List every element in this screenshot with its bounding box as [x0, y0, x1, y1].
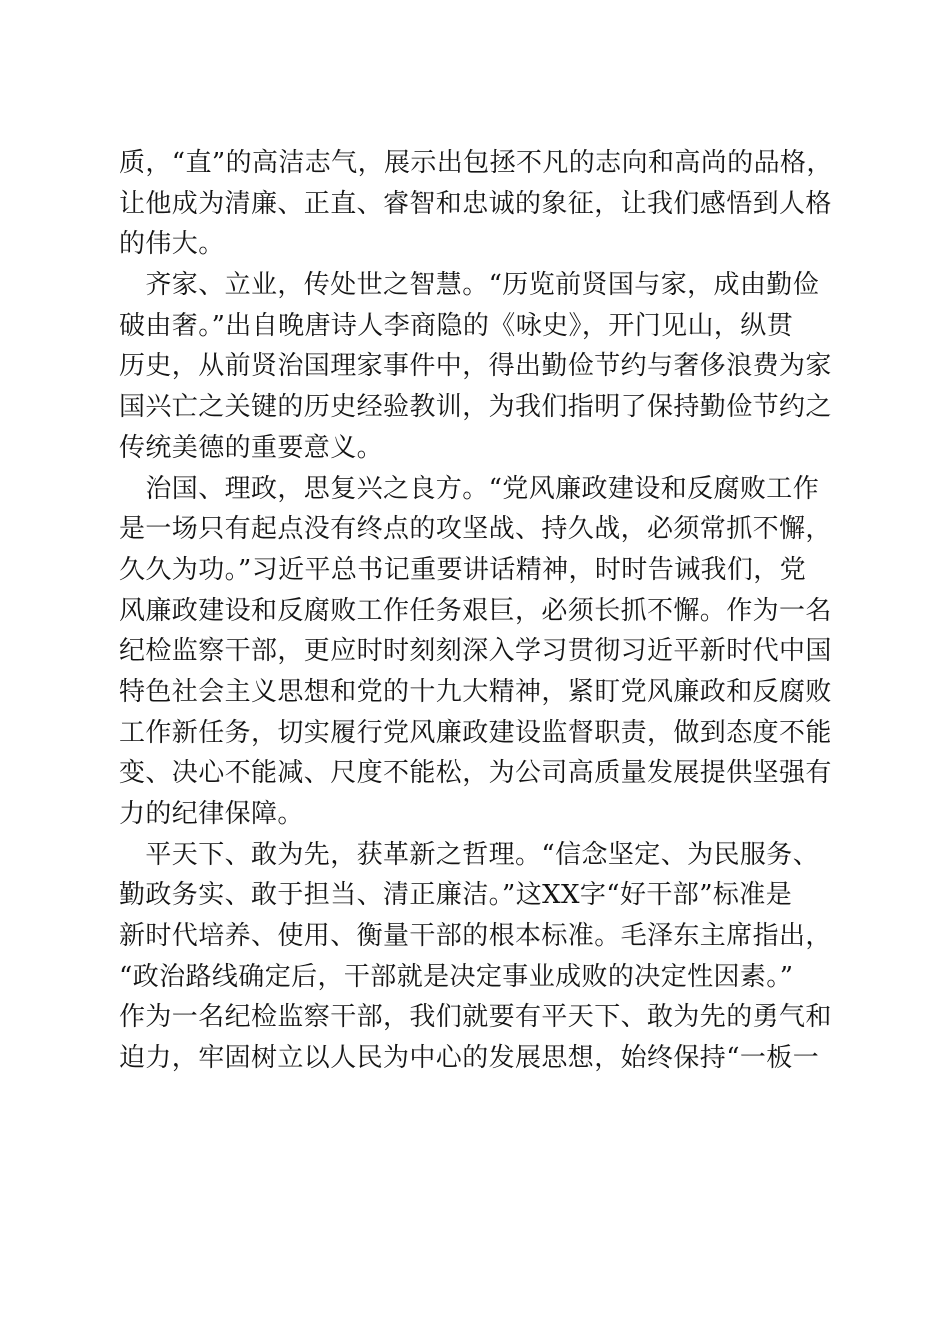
document-body	[119, 143, 835, 1079]
text-line: 新时代培养、使用、衡量干部的根本标准。毛泽东主席指出，	[119, 921, 832, 952]
text-line: 让他成为清廉、正直、睿智和忠诚的象征，让我们感悟到人格	[119, 188, 832, 219]
text-line: 的伟大。	[119, 229, 225, 260]
text-line: 治国、理政，思复兴之良方。“党风廉政建设和反腐败工作	[119, 473, 820, 504]
text-line: 迫力，牢固树立以人民为中心的发展思想，始终保持“一板一	[119, 1043, 820, 1074]
text-line: 国兴亡之关键的历史经验教训，为我们指明了保持勤俭节约之	[119, 392, 832, 423]
text-line: 特色社会主义思想和党的十九大精神，紧盯党风廉政和反腐败	[119, 676, 832, 707]
text-line: “政治路线确定后，干部就是决定事业成败的决定性因素。”	[119, 961, 794, 992]
text-line: 平天下、敢为先，获革新之哲理。“信念坚定、为民服务、	[119, 839, 820, 870]
text-line: 齐家、立业，传处世之智慧。“历览前贤国与家，成由勤俭	[119, 270, 820, 301]
text-line: 勤政务实、敢于担当、清正廉洁。”这XX字“好干部”标准是	[119, 880, 793, 911]
text-line: 久久为功。”习近平总书记重要讲话精神，时时告诫我们，党	[119, 554, 807, 585]
text-line: 工作新任务，切实履行党风廉政建设监督职责，做到态度不能	[119, 717, 832, 748]
text-line: 作为一名纪检监察干部，我们就要有平天下、敢为先的勇气和	[119, 1002, 832, 1033]
text-line: 是一场只有起点没有终点的攻坚战、持久战，必须常抓不懈，	[119, 514, 832, 545]
text-line: 历史，从前贤治国理家事件中，得出勤俭节约与奢侈浪费为家	[119, 351, 832, 382]
text-line: 风廉政建设和反腐败工作任务艰巨，必须长抓不懈。作为一名	[119, 595, 832, 626]
text-line: 传统美德的重要意义。	[119, 432, 384, 463]
text-line: 破由奢。”出自晚唐诗人李商隐的《咏史》，开门见山，纵贯	[119, 310, 794, 341]
text-line: 质，“直”的高洁志气，展示出包拯不凡的志向和高尚的品格，	[119, 148, 833, 178]
text-line: 变、决心不能减、尺度不能松，为公司高质量发展提供坚强有	[119, 758, 832, 789]
text-line: 力的纪律保障。	[119, 799, 304, 829]
text-line: 纪检监察干部，更应时时刻刻深入学习贯彻习近平新时代中国	[119, 636, 832, 667]
